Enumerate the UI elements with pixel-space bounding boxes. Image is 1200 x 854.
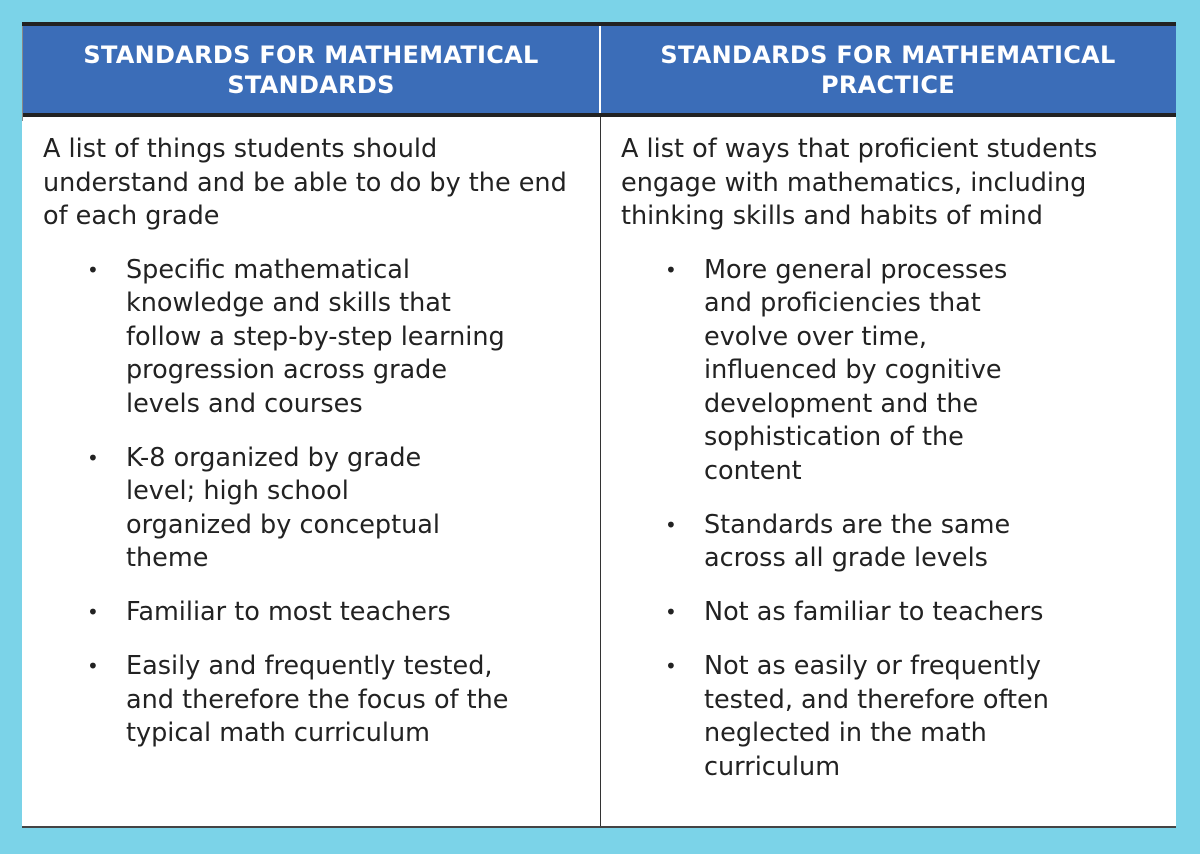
column-math-standards xyxy=(43,117,583,771)
list-item-text: Familiar to most teachers xyxy=(126,597,451,627)
list-item-text: K-8 organized by grade level; high school organized by conceptual theme xyxy=(126,442,440,573)
column-intro: A list of ways that proficient students engage with mathematics, including thinking skills and habits of mind xyxy=(621,134,1098,231)
bullet-list xyxy=(621,254,1161,785)
list-item xyxy=(43,596,546,630)
list-item-text: Standards are the same across all grade levels xyxy=(704,509,1011,573)
list-item-text: Not as easily or frequently tested, and therefore often neglected in the math curriculum xyxy=(704,651,1049,782)
list-item-text: Not as familiar to teachers xyxy=(704,597,1044,627)
header-math-standards: STANDARDS FOR MATHEMATICAL STANDARDS xyxy=(83,40,539,99)
list-item xyxy=(621,596,1124,630)
list-item xyxy=(621,254,1049,489)
column-divider xyxy=(600,117,601,828)
bullet-icon: • xyxy=(665,257,677,282)
list-item xyxy=(621,650,1074,784)
list-item xyxy=(43,650,526,751)
bullet-icon: • xyxy=(87,445,99,470)
bullet-icon: • xyxy=(87,257,99,282)
bullet-icon: • xyxy=(87,654,99,678)
bullet-icon: • xyxy=(87,600,99,624)
list-item-text: Specific mathematical knowledge and skills that follow a step-by-step learning progression across grade levels and courses xyxy=(126,254,505,419)
bullet-list xyxy=(43,254,583,751)
list-item xyxy=(43,254,516,422)
column-intro: A list of things students should understand and be able to do by the end of each grade xyxy=(43,134,567,231)
list-item-text: Easily and frequently tested, and therefore the focus of the typical math curriculum xyxy=(126,651,509,748)
list-item-text: More general processes and proficiencies that evolve over time, influenced by cognitive development and the sophistication of the content xyxy=(704,254,1008,486)
bullet-icon: • xyxy=(665,512,677,537)
list-item xyxy=(43,442,471,576)
bullet-icon: • xyxy=(665,600,677,624)
bullet-icon: • xyxy=(665,654,677,678)
table-bottom-border xyxy=(22,826,1176,828)
table-header xyxy=(22,22,1176,117)
column-math-practice xyxy=(621,117,1161,805)
list-item xyxy=(621,509,1049,576)
comparison-table xyxy=(22,22,1176,828)
header-math-practice: STANDARDS FOR MATHEMATICAL PRACTICE xyxy=(660,40,1116,99)
